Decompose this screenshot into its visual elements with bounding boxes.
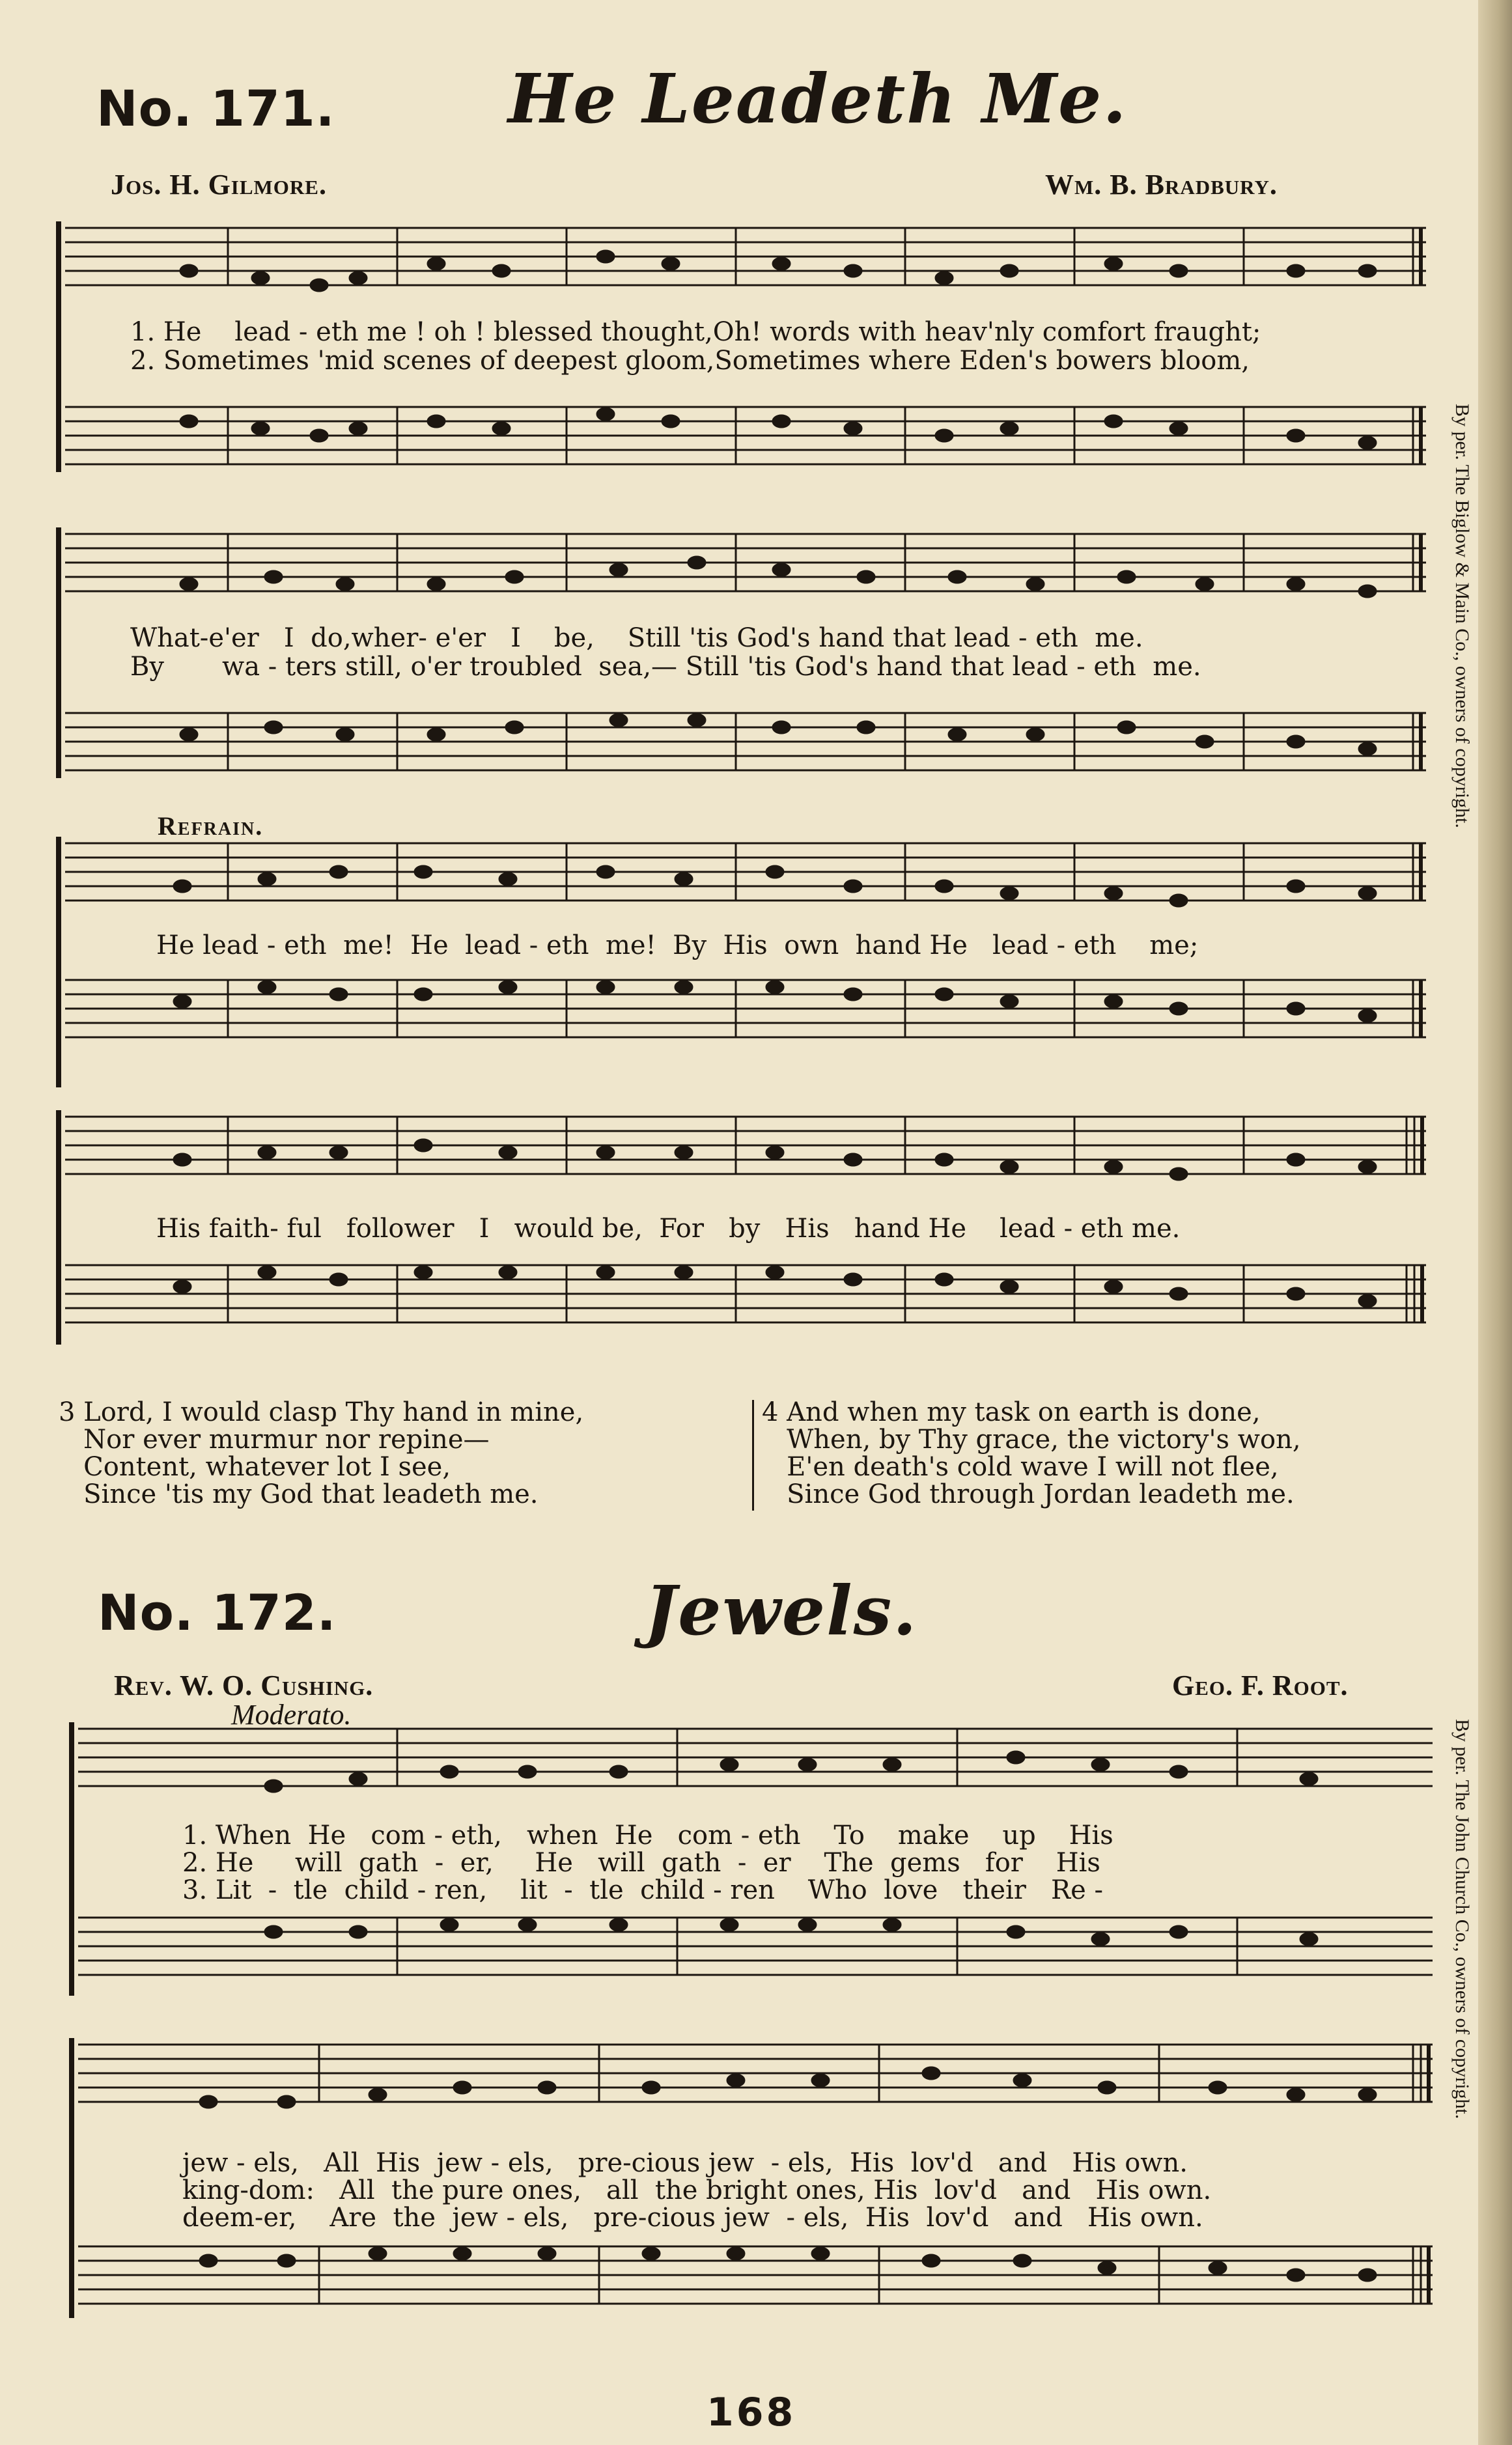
hymn-171-system-3-lyrics: He lead - eth me! He lead - eth me! By His own hand He lead - eth me; — [156, 930, 1199, 960]
hymn-172-number: No. 172. — [98, 1584, 337, 1642]
stanza-4-line-2: When, by Thy grace, the victory's won, — [762, 1425, 1301, 1455]
hymn-172-composer: Geo. F. Root. — [1172, 1670, 1349, 1701]
stanza-divider — [752, 1400, 754, 1511]
hymn-171-system-4-lyrics: His faith- ful follower I would be, For by His hand He lead - eth me. — [156, 1214, 1181, 1244]
stanza-3-line-1: 3 Lord, I would clasp Thy hand in mine, — [59, 1397, 584, 1427]
hymn-171-system-3-music — [59, 837, 1433, 1097]
hymn-171-stanza-3 — [59, 1399, 583, 1508]
page-edge — [1478, 0, 1512, 2445]
hymn-171-copyright: By per. The Biglow & Main Co., owners of copyright. — [1451, 404, 1473, 828]
hymn-171-system-1-lyrics-verse-1: 1. He lead - eth me ! oh ! blessed thought,Oh! words with heav'nly comfort fraught; — [130, 317, 1261, 347]
hymn-171-composer: Wm. B. Bradbury. — [1045, 169, 1278, 201]
hymn-172-copyright: By per. The John Church Co., owners of copyright. — [1451, 1719, 1473, 2119]
stanza-4-line-4: Since God through Jordan leadeth me. — [762, 1479, 1295, 1509]
hymn-172-system-2-lyrics-verse-3: deem-er, Are the jew - els, pre-cious jew - els, His lov'd and His own. — [182, 2203, 1203, 2233]
hymn-171-system-2-lyrics-verse-2: By wa - ters still, o'er troubled sea,— Still 'tis God's hand that lead - eth me. — [130, 652, 1201, 682]
tempo-marking: Moderato. — [231, 1699, 352, 1731]
hymn-172-system-1-lyrics-verse-1: 1. When He com - eth, when He com - eth To make up His — [182, 1821, 1113, 1851]
stanza-3-line-4: Since 'tis my God that leadeth me. — [59, 1479, 539, 1509]
hymn-171-number: No. 171. — [96, 79, 335, 137]
hymn-172-system-1-lyrics-verse-3: 3. Lit - tle child - ren, lit - tle child - ren Who love their Re - — [182, 1875, 1104, 1905]
hymn-172-system-2-lyrics-verse-2: king-dom: All the pure ones, all the bright ones, His lov'd and His own. — [182, 2175, 1212, 2205]
hymn-171-stanza-4 — [762, 1399, 1301, 1508]
stanza-4-line-3: E'en death's cold wave I will not flee, — [762, 1452, 1279, 1482]
hymn-171-author: Jos. H. Gilmore. — [111, 169, 327, 201]
stanza-4-line-1: 4 And when my task on earth is done, — [762, 1397, 1261, 1427]
stanza-3-line-3: Content, whatever lot I see, — [59, 1452, 451, 1482]
refrain-label: Refrain. — [158, 811, 264, 841]
hymn-171-system-1-lyrics-verse-2: 2. Sometimes 'mid scenes of deepest gloom,Sometimes where Eden's bowers bloom, — [130, 346, 1250, 376]
hymn-172-title: Jewels. — [645, 1571, 918, 1651]
hymn-171-title: He Leadeth Me. — [508, 59, 1128, 139]
hymn-172-author: Rev. W. O. Cushing. — [114, 1670, 374, 1701]
page-number: 168 — [707, 2390, 796, 2435]
hymn-172-system-2-lyrics-verse-1: jew - els, All His jew - els, pre-cious jew - els, His lov'd and His own. — [182, 2148, 1188, 2178]
stanza-3-line-2: Nor ever murmur nor repine— — [59, 1425, 490, 1455]
hymn-172-system-1-lyrics-verse-2: 2. He will gath - er, He will gath - er The gems for His — [182, 1848, 1100, 1878]
hymn-171-system-2-lyrics-verse-1: What-e'er I do,wher- e'er I be, Still 'tis God's hand that lead - eth me. — [130, 623, 1143, 653]
